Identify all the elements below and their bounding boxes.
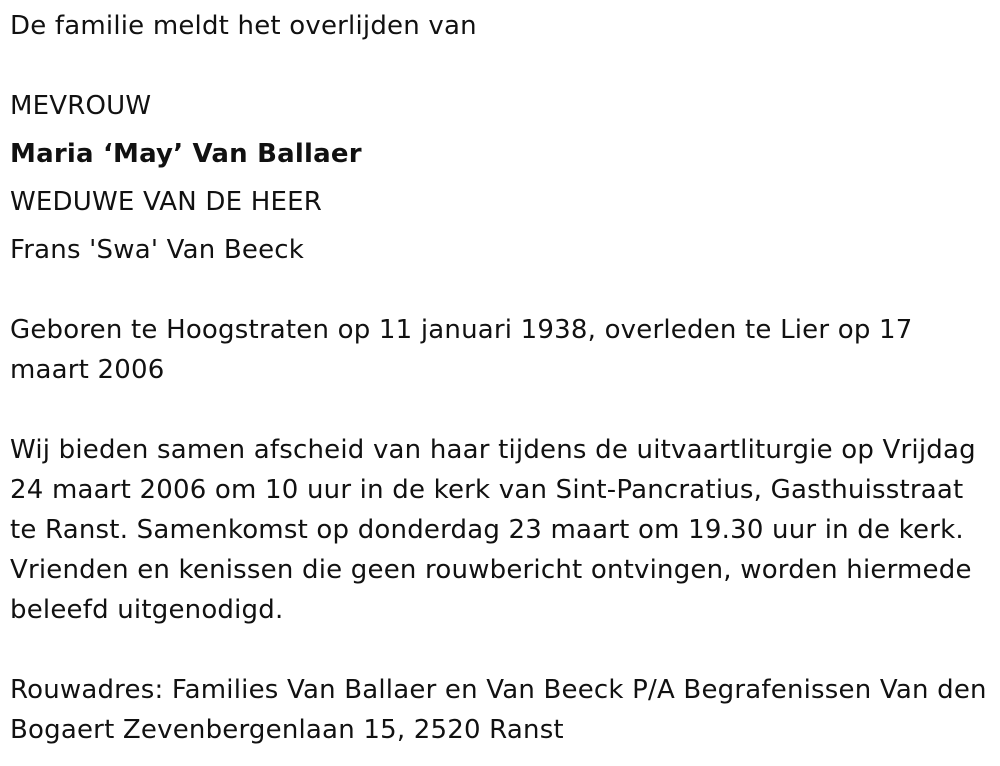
honorific-title: MEVROUW	[10, 91, 152, 121]
funeral-paragraph: Wij bieden samen afscheid van haar tijdens de uitvaartliturgie op Vrijdag 24 maart 2006 om 10 uur in de kerk van Sint-Pancratius, Gasthuisstraat te Ranst. Samenkomst op donderdag 23 maart om 19.30 uur in de kerk. Vrienden en kenissen die geen rouwbericht ontvingen, worden hiermede beleefd uitgenodigd.	[10, 435, 976, 625]
mourning-address-paragraph: Rouwadres: Families Van Ballaer en Van Beeck P/A Begrafenissen Van den Bogaert Zevenbergenlaan 15, 2520 Ranst	[10, 675, 987, 745]
birth-death-paragraph: Geboren te Hoogstraten op 11 januari 1938, overleden te Lier op 17 maart 2006	[10, 315, 913, 385]
widow-of-label: WEDUWE VAN DE HEER	[10, 187, 322, 217]
intro-text: De familie meldt het overlijden van	[10, 11, 477, 41]
deceased-name: Maria ‘May’ Van Ballaer	[10, 139, 362, 169]
husband-name: Frans 'Swa' Van Beeck	[10, 235, 305, 265]
